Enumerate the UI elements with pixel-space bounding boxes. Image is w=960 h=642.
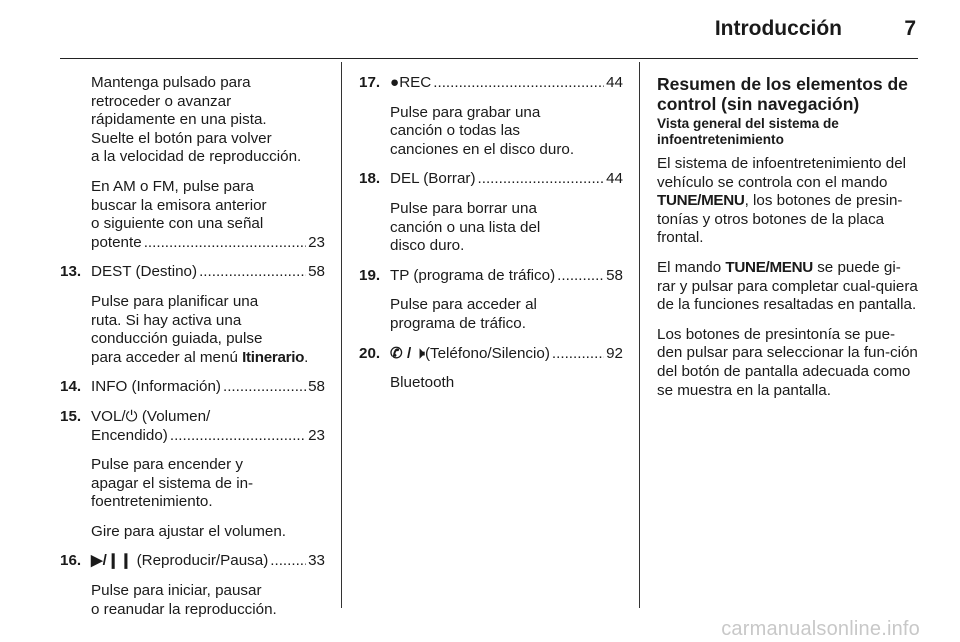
text-line: Pulse para borrar una <box>390 199 537 217</box>
text-line: Mantenga pulsado para <box>91 74 251 91</box>
item-15-description <box>60 456 325 512</box>
item-17 <box>359 74 623 93</box>
text-line: apagar el sistema de in- <box>91 474 254 492</box>
text-line: a la velocidad de reproducción. <box>91 148 302 166</box>
header-title: Introducción <box>714 17 842 40</box>
page-reference[interactable]: 23 <box>308 426 325 444</box>
play-pause-icon: ▶/❙❙ <box>91 552 133 570</box>
page-reference[interactable]: 44 <box>606 74 623 91</box>
column-divider-1 <box>341 62 342 608</box>
watermark: carmanualsonline.info <box>721 618 920 640</box>
item-13-description <box>60 293 325 367</box>
text-line: En AM o FM, pulse para <box>91 177 254 195</box>
item-17-description <box>359 104 623 160</box>
toc-line: Encendido) ..... 23 <box>91 427 325 446</box>
page-number: 7 <box>904 17 916 40</box>
text-line: para acceder al menú Itinerario. <box>91 348 309 366</box>
text-line: retroceder o avanzar <box>91 92 232 110</box>
item-number: 15. <box>60 407 82 425</box>
item-20 <box>359 345 623 364</box>
column-1 <box>60 74 325 630</box>
column-3 <box>657 74 919 411</box>
text-line: Pulse para iniciar, pausar <box>91 582 262 600</box>
toc-line: ●REC ..... 44 <box>390 74 623 93</box>
text-line: canciones en el disco duro. <box>390 140 575 158</box>
toc-line: DEST (Destino) ..... 58 <box>91 263 325 282</box>
item-15-volume: Gire para ajustar el volumen. <box>91 522 286 540</box>
text-line: conducción guiada, pulse <box>91 330 263 348</box>
item-14 <box>60 378 325 397</box>
page-reference[interactable]: 58 <box>606 266 623 284</box>
item-number: 14. <box>60 378 82 396</box>
header-divider <box>60 58 918 59</box>
text-line: Pulse para encender y <box>91 456 243 474</box>
text-line: rápidamente en una pista. <box>91 111 267 129</box>
page-reference[interactable]: 44 <box>606 170 623 188</box>
text-line: disco duro. <box>390 237 465 255</box>
text-line: Pulse para planificar una <box>91 292 259 310</box>
section-subheading: Vista general del sistema de infoentretenimiento <box>657 116 839 147</box>
text-line: buscar la emisora anterior <box>91 196 267 214</box>
item-13 <box>60 263 325 282</box>
text-line: programa de tráfico. <box>390 314 526 332</box>
item-18-description <box>359 200 623 256</box>
item-19 <box>359 267 623 286</box>
toc-line: ✆ / 🕨(Teléfono/Silencio) ..... 92 <box>390 345 623 364</box>
knob-name: TUNE/MENU <box>725 258 813 276</box>
text-line: Pulse para grabar una <box>390 103 541 121</box>
page-reference[interactable]: 23 <box>308 233 325 251</box>
toc-line: potente ..... 23 <box>91 234 325 253</box>
menu-name: Itinerario <box>242 348 305 366</box>
item-16 <box>60 552 325 571</box>
text-line: canción o una lista del <box>390 218 541 236</box>
item-number: 20. <box>359 344 381 362</box>
item-number: 18. <box>359 170 381 188</box>
section-heading: Resumen de los elementos de control (sin navegación) <box>657 74 908 114</box>
page-reference[interactable]: 92 <box>606 344 623 362</box>
text-line: canción o todas las <box>390 122 521 140</box>
seek-description <box>60 74 325 167</box>
item-16-description <box>60 582 325 619</box>
knob-name: TUNE/MENU <box>657 192 745 210</box>
record-icon: ● <box>390 74 400 91</box>
text-line: Pulse para acceder al <box>390 296 537 314</box>
toc-line: ▶/❙❙ (Reproducir/Pausa) ..... 33 <box>91 552 325 571</box>
page-reference[interactable]: 33 <box>308 552 325 570</box>
column-divider-2 <box>639 62 640 608</box>
item-number: 17. <box>359 74 381 91</box>
paragraph-2: El mando TUNE/MENU se puede gi-rar y pulsar para completar cual-quiera de la funciones resaltadas en pantalla. <box>657 258 918 314</box>
text-line: o reanudar la reproducción. <box>91 600 277 618</box>
text-line: Suelte el botón para volver <box>91 129 272 147</box>
item-number: 19. <box>359 266 381 284</box>
item-18 <box>359 170 623 189</box>
item-number: 13. <box>60 263 82 281</box>
item-15 <box>60 408 325 445</box>
phone-mute-icon: ✆ / 🕨 <box>390 344 425 362</box>
page-header <box>0 0 960 56</box>
page-reference[interactable]: 58 <box>308 378 325 396</box>
text-line: foentretenimiento. <box>91 493 213 511</box>
item-19-description <box>359 296 623 333</box>
paragraph-3: Los botones de presintonía se pue-den pulsar para seleccionar la fun-ción del botón de pantalla adecuada como se muestra en la pantalla. <box>657 325 918 399</box>
toc-line: DEL (Borrar) ..... 44 <box>390 170 623 189</box>
text-line: VOL/⏻ (Volumen/ <box>91 407 211 425</box>
toc-line: INFO (Información) ..... 58 <box>91 378 325 397</box>
text-line: o siguiente con una señal <box>91 215 264 233</box>
item-number: 16. <box>60 552 82 570</box>
amfm-description <box>60 178 325 252</box>
toc-line: TP (programa de tráfico) ..... 58 <box>390 267 623 286</box>
page-reference[interactable]: 58 <box>308 263 325 281</box>
power-icon: ⏻ <box>125 407 138 425</box>
paragraph-1: El sistema de infoentretenimiento del vehículo se controla con el mando TUNE/MENU, los botones de presin-tonías y otros botones de la placa frontal. <box>657 155 907 247</box>
column-2 <box>359 74 623 404</box>
text-line: ruta. Si hay activa una <box>91 311 242 329</box>
item-20-description: Bluetooth <box>390 374 455 392</box>
